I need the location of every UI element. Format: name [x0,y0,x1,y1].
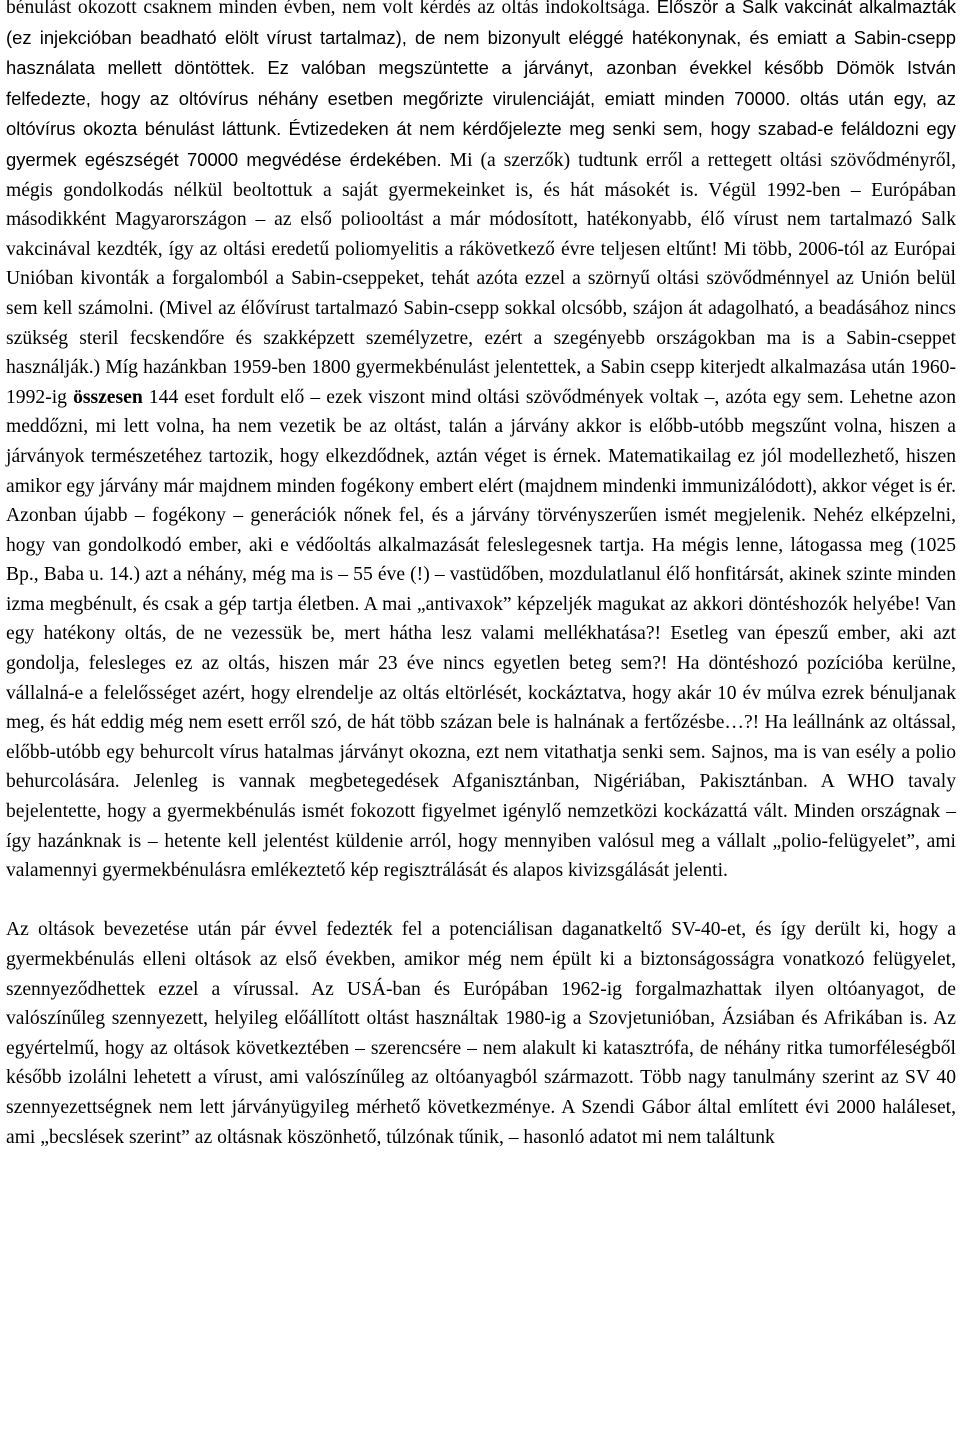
bold-word: összesen [73,386,143,408]
sentence-6: 144 eset fordult elő – ezek viszont mind oltási szövődmények voltak –, azóta egy sem. Lehetne azon meddőzni, mi lett volna, ha nem vezetik be az oltást, talán a járvány akkor is előbb-utóbb megszűnt volna, hiszen a járványok természetéhez tartozik, hogy elkezdődnek, aztán véget is érnek. Matematikailag ez jól modellezhető, hiszen amikor egy járvány már majdnem minden fogékony embert elért (majdnem mindenki immunizálódott), akkor véget is ér. Azonban újabb – fogékony – generációk nőnek fel, és a járvány törvényszerűen ismét megjelenik. Nehéz elképzelni, hogy van gondolkodó ember, aki e védőoltás alkalmazását feleslegesnek tartja. Ha mégis lenne, látogassa meg (1025 Bp., Baba u. 14.) azt a néhány, még ma is – 55 éve (!) – vastüdőben, mozdulatlanul élő honfitársát, akinek szinte minden izma megbénult, és csak a gép tartja életben. A mai „antivaxok” képzeljék magukat az akkori döntéshozók helyébe! Van egy hatékony oltás, de ne vezessük be, mert hátha lesz valami mellékhatása?! Esetleg van épeszű ember, aki azt gondolja, felesleges ez az oltás, hiszen már 23 éve nincs egyetlen beteg sem?! Ha döntéshozó pozícióba kerülne, vállalná-e a felelősséget azért, hogy elrendelje az oltás eltörlését, kockáztatva, hogy akár 10 év múlva ezrek bénuljanak meg, és hát eddig még nem esett erről szó, de hát több százan bele is halnának a fertőzésbe…?! Ha leállnánk az oltással, előbb-utóbb egy behurcolt vírus hatalmas járványt okozna, ezt nem vitathatja senki sem. Sajnos, ma is van esély a polio behurcolására. Jelenleg is vannak megbetegedések Afganisztánban, Nigériában, Pakisztánban. A WHO tavaly bejelentette, hogy a gyermekbénulás ismét fokozott figyelmet igénylő nemzetközi kockázattá vált. Minden országnak – így hazánknak is – hetente kell jelentést küldenie arról, hogy mennyiben valósul meg a vállalt „polio-felügyelet”, ami valamennyi gyermekbénulásra emlékeztető kép regisztrálását és alapos kivizsgálását jelenti. [6,386,956,882]
sentence-5: Mi (a szerzők) tudtunk erről a rettegett oltási szövődményről, mégis gondolkodás nélkül beoltottuk a saját gyermekeinket is, és hát másokét is. Végül 1992-ben – Európában másodikként Magyarországon – az első poliooltást a már módosított, hatékonyabb, élő vírust nem tartalmazó Salk vakcinával kezdték, így az oltási eredetű poliomyelitis a rákövetkező évre teljesen eltűnt! Mi több, 2006-tól az Európai Unióban kivonták a forgalomból a Sabin-cseppeket, tehát azóta ezzel a szörnyű oltási szövődménnyel az Unión belül sem kell számolni. (Mivel az élővírust tartalmazó Sabin-csepp sokkal olcsóbb, szájon át adagolható, a beadásához nincs szükség steril fecskendőre és szakképzett személyzetre, ezért a szegényebb országokban ma is a Sabin-cseppet használják.) Míg hazánkban 1959-ben 1800 gyermekbénulást jelentettek, a Sabin csepp kiterjedt alkalmazása után 1960-1992-ig [6,149,956,408]
sentence-4: Évtizedeken át nem kérdőjelezte meg senki sem, hogy szabad-e feláldozni egy gyermek egészségét 70000 megvédése érdekében. [6,118,956,170]
sentence-2: Először a Salk vakcinát alkalmazták (ez injekcióban beadható elölt vírust tartalmaz), de nem bizonyult eléggé hatékonynak, és emiatt a Sabin-csepp használata mellett döntöttek. [6,0,956,79]
document-page [6,0,956,1152]
sentence-1: bénulást okozott csaknem minden évben, nem volt kérdés az oltás indokoltsága. [6,0,651,18]
paragraph-sv40 [6,915,956,1152]
paragraph-sv40-text: Az oltások bevezetése után pár évvel fedezték fel a potenciálisan daganatkeltő SV-40-et, és így derült ki, hogy a gyermekbénulás elleni oltások az első években, amikor még nem épült ki a biztonságosságra vonatkozó felügyelet, szennyeződhettek ezzel a vírussal. Az USÁ-ban és Európában 1962-ig forgalmazhattak ilyen oltóanyagot, de valószínűleg szennyezett, helyileg előállított oltást használtak 1980-ig a Szovjetunióban, Ázsiában és Afrikában is. Az egyértelmű, hogy az oltások következtében – szerencsére – nem alakult ki katasztrófa, de néhány ritka tumorféleségből később izolálni lehetett a vírust, ami valószínűleg az oltóanyagból származott. Több nagy tanulmány szerint az SV 40 szennyezettségnek nem lett járványügyileg mérhető következménye. A Szendi Gábor által említett évi 2000 haláleset, ami „becslések szerint” az oltásnak köszönhető, túlzónak tűnik, – hasonló adatot mi nem találtunk [6,919,956,1148]
paragraph-polio-history [6,0,956,886]
sentence-3: Ez valóban megszüntette a járványt, azonban évekkel később Dömök István felfedezte, hogy az oltóvírus néhány esetben megőrizte virulenciáját, emiatt minden 70000. oltás után egy, az oltóvírus okozta bénulást láttunk. [6,57,957,140]
